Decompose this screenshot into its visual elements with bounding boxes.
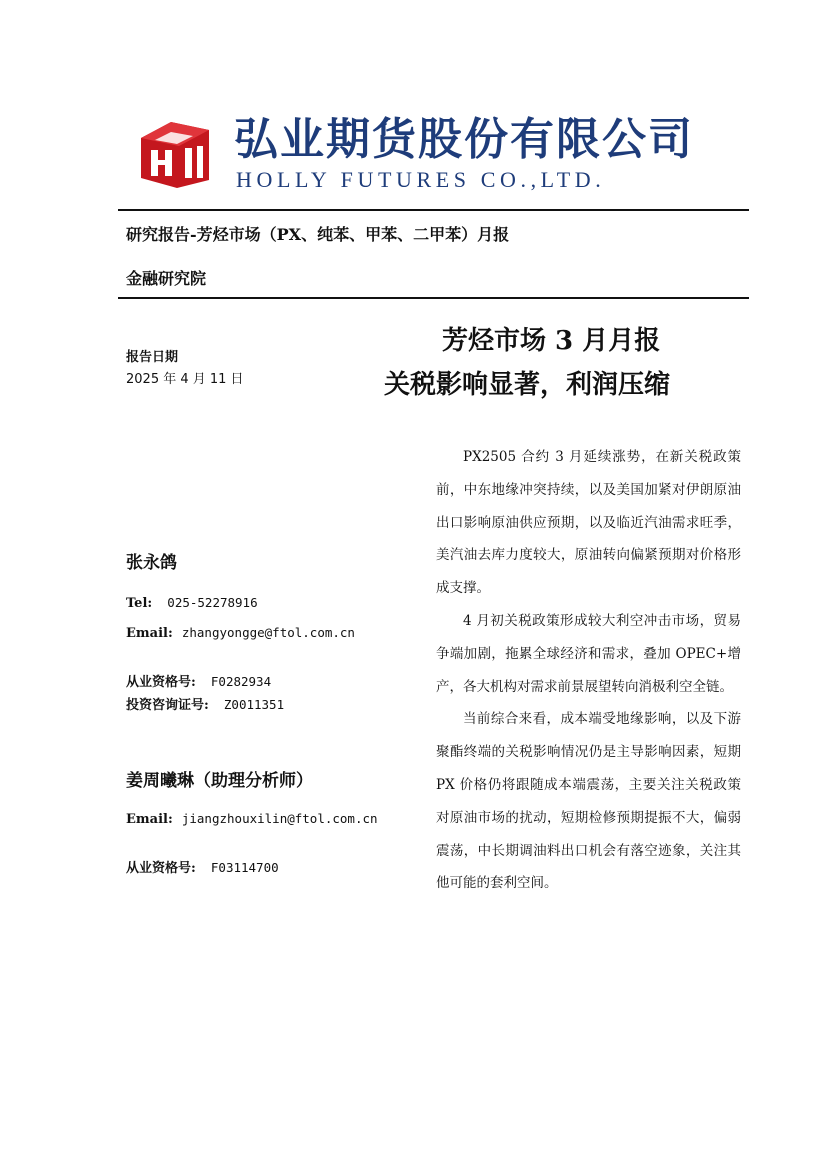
author-tel: [126, 592, 258, 611]
license-value: F03114700: [210, 860, 279, 875]
license-value: F0282934: [210, 674, 272, 689]
consult-value: Z0011351: [223, 697, 285, 712]
author-license: [126, 857, 279, 876]
author-email: [126, 622, 355, 641]
tel-value: 025-52278916: [167, 595, 258, 610]
author-license: [126, 671, 271, 690]
report-title-line2: 关税影响显著，利润压缩: [384, 370, 671, 400]
consult-label: 投资咨询证号:: [126, 698, 209, 713]
email-label: Email:: [126, 812, 173, 827]
author-email: [126, 808, 378, 827]
header-divider-top: [118, 209, 749, 211]
email-label: Email:: [126, 626, 173, 641]
email-value[interactable]: jiangzhouxilin@ftol.com.cn: [181, 811, 378, 826]
author-consult-license: [126, 694, 284, 713]
license-label: 从业资格号:: [126, 861, 196, 876]
report-summary: [436, 441, 741, 900]
report-title-line1: 芳烃市场 3 月月报: [442, 326, 661, 356]
institute-name: 金融研究院: [126, 269, 207, 288]
header-divider-bottom: [118, 297, 749, 299]
company-name-cn: 弘业期货股份有限公司: [234, 114, 694, 165]
summary-paragraph: 当前综合来看，成本端受地缘影响，以及下游聚酯终端的关税影响情况仍是主导影响因素，短期 PX 价格仍将跟随成本端震荡，主要关注关税政策对原油市场的扰动，短期检修预期提振不大，偏弱震荡，中长期调油料出口机会有落空迹象，关注其他可能的套利空间。: [436, 711, 741, 892]
report-type: 研究报告-芳烃市场（PX、纯苯、甲苯、二甲苯）月报: [126, 225, 510, 244]
report-date-value: 2025 年 4 月 11 日: [126, 372, 244, 387]
summary-paragraph: 4 月初关税政策形成较大利空冲击市场，贸易争端加剧，拖累全球经济和需求，叠加 OPEC+增产，各大机构对需求前景展望转向消极利空全链。: [436, 612, 741, 695]
company-name-en: HOLLY FUTURES CO.,LTD.: [236, 167, 606, 192]
company-logo-icon: [141, 120, 209, 188]
license-label: 从业资格号:: [126, 675, 196, 690]
email-value[interactable]: zhangyongge@ftol.com.cn: [181, 625, 355, 640]
author-name: 姜周曦琳（助理分析师）: [126, 771, 313, 791]
summary-paragraph: PX2505 合约 3 月延续涨势，在新关税政策前，中东地缘冲突持续，以及美国加紧对伊朗原油出口影响原油供应预期，以及临近汽油需求旺季，美汽油去库力度较大，原油转向偏紧预期对价格形成支撑。: [436, 449, 741, 597]
tel-label: Tel:: [126, 596, 153, 611]
report-date-label: 报告日期: [126, 350, 179, 365]
author-name: 张永鸽: [126, 553, 177, 573]
